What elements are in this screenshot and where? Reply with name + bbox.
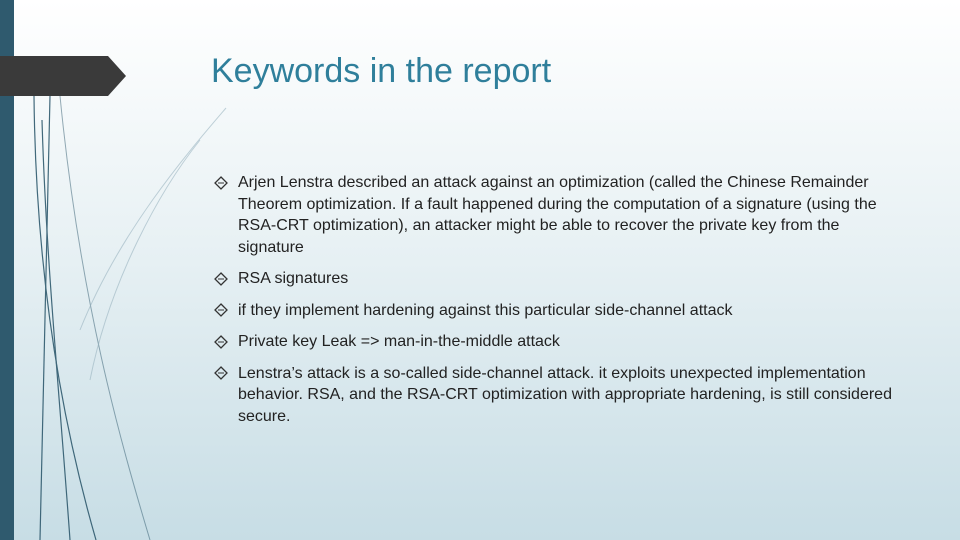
decor-line xyxy=(42,120,70,540)
list-item xyxy=(214,268,904,290)
diamond-outline-icon xyxy=(214,268,238,289)
bullet-text: Arjen Lenstra described an attack against an optimization (called the Chinese Remainder Theorem optimization. If a fault happened during the computation of a signature (using the RSA-CRT optimization), an attacker might be able to recover the private key from the signature xyxy=(238,174,877,256)
bullet-text: if they implement hardening against this particular side-channel attack xyxy=(238,301,733,319)
decor-line xyxy=(40,96,50,540)
bullet-text: Private key Leak => man-in-the-middle attack xyxy=(238,333,560,350)
bullet-text: RSA signatures xyxy=(238,270,349,287)
arrow-banner-shape xyxy=(0,56,126,96)
decor-line xyxy=(60,96,150,540)
diamond-outline-icon xyxy=(214,331,238,352)
diamond-outline-icon xyxy=(214,300,238,321)
diamond-outline-icon xyxy=(214,363,238,384)
bullet-text: Lenstra’s attack is a so-called side-channel attack. it exploits unexpected implementation behavior. RSA, and the RSA-CRT optimization with appropriate hardening, is still considered secure. xyxy=(238,364,892,425)
decor-line xyxy=(90,140,200,380)
list-item xyxy=(214,300,904,322)
decor-line xyxy=(34,96,96,540)
list-item xyxy=(214,331,904,353)
list-item xyxy=(214,363,904,428)
diamond-outline-icon xyxy=(214,172,238,193)
bullet-list xyxy=(214,172,904,437)
slide-title: Keywords in the report xyxy=(211,52,552,90)
decor-line xyxy=(80,108,226,330)
list-item xyxy=(214,172,904,258)
left-accent-bar xyxy=(0,0,14,540)
